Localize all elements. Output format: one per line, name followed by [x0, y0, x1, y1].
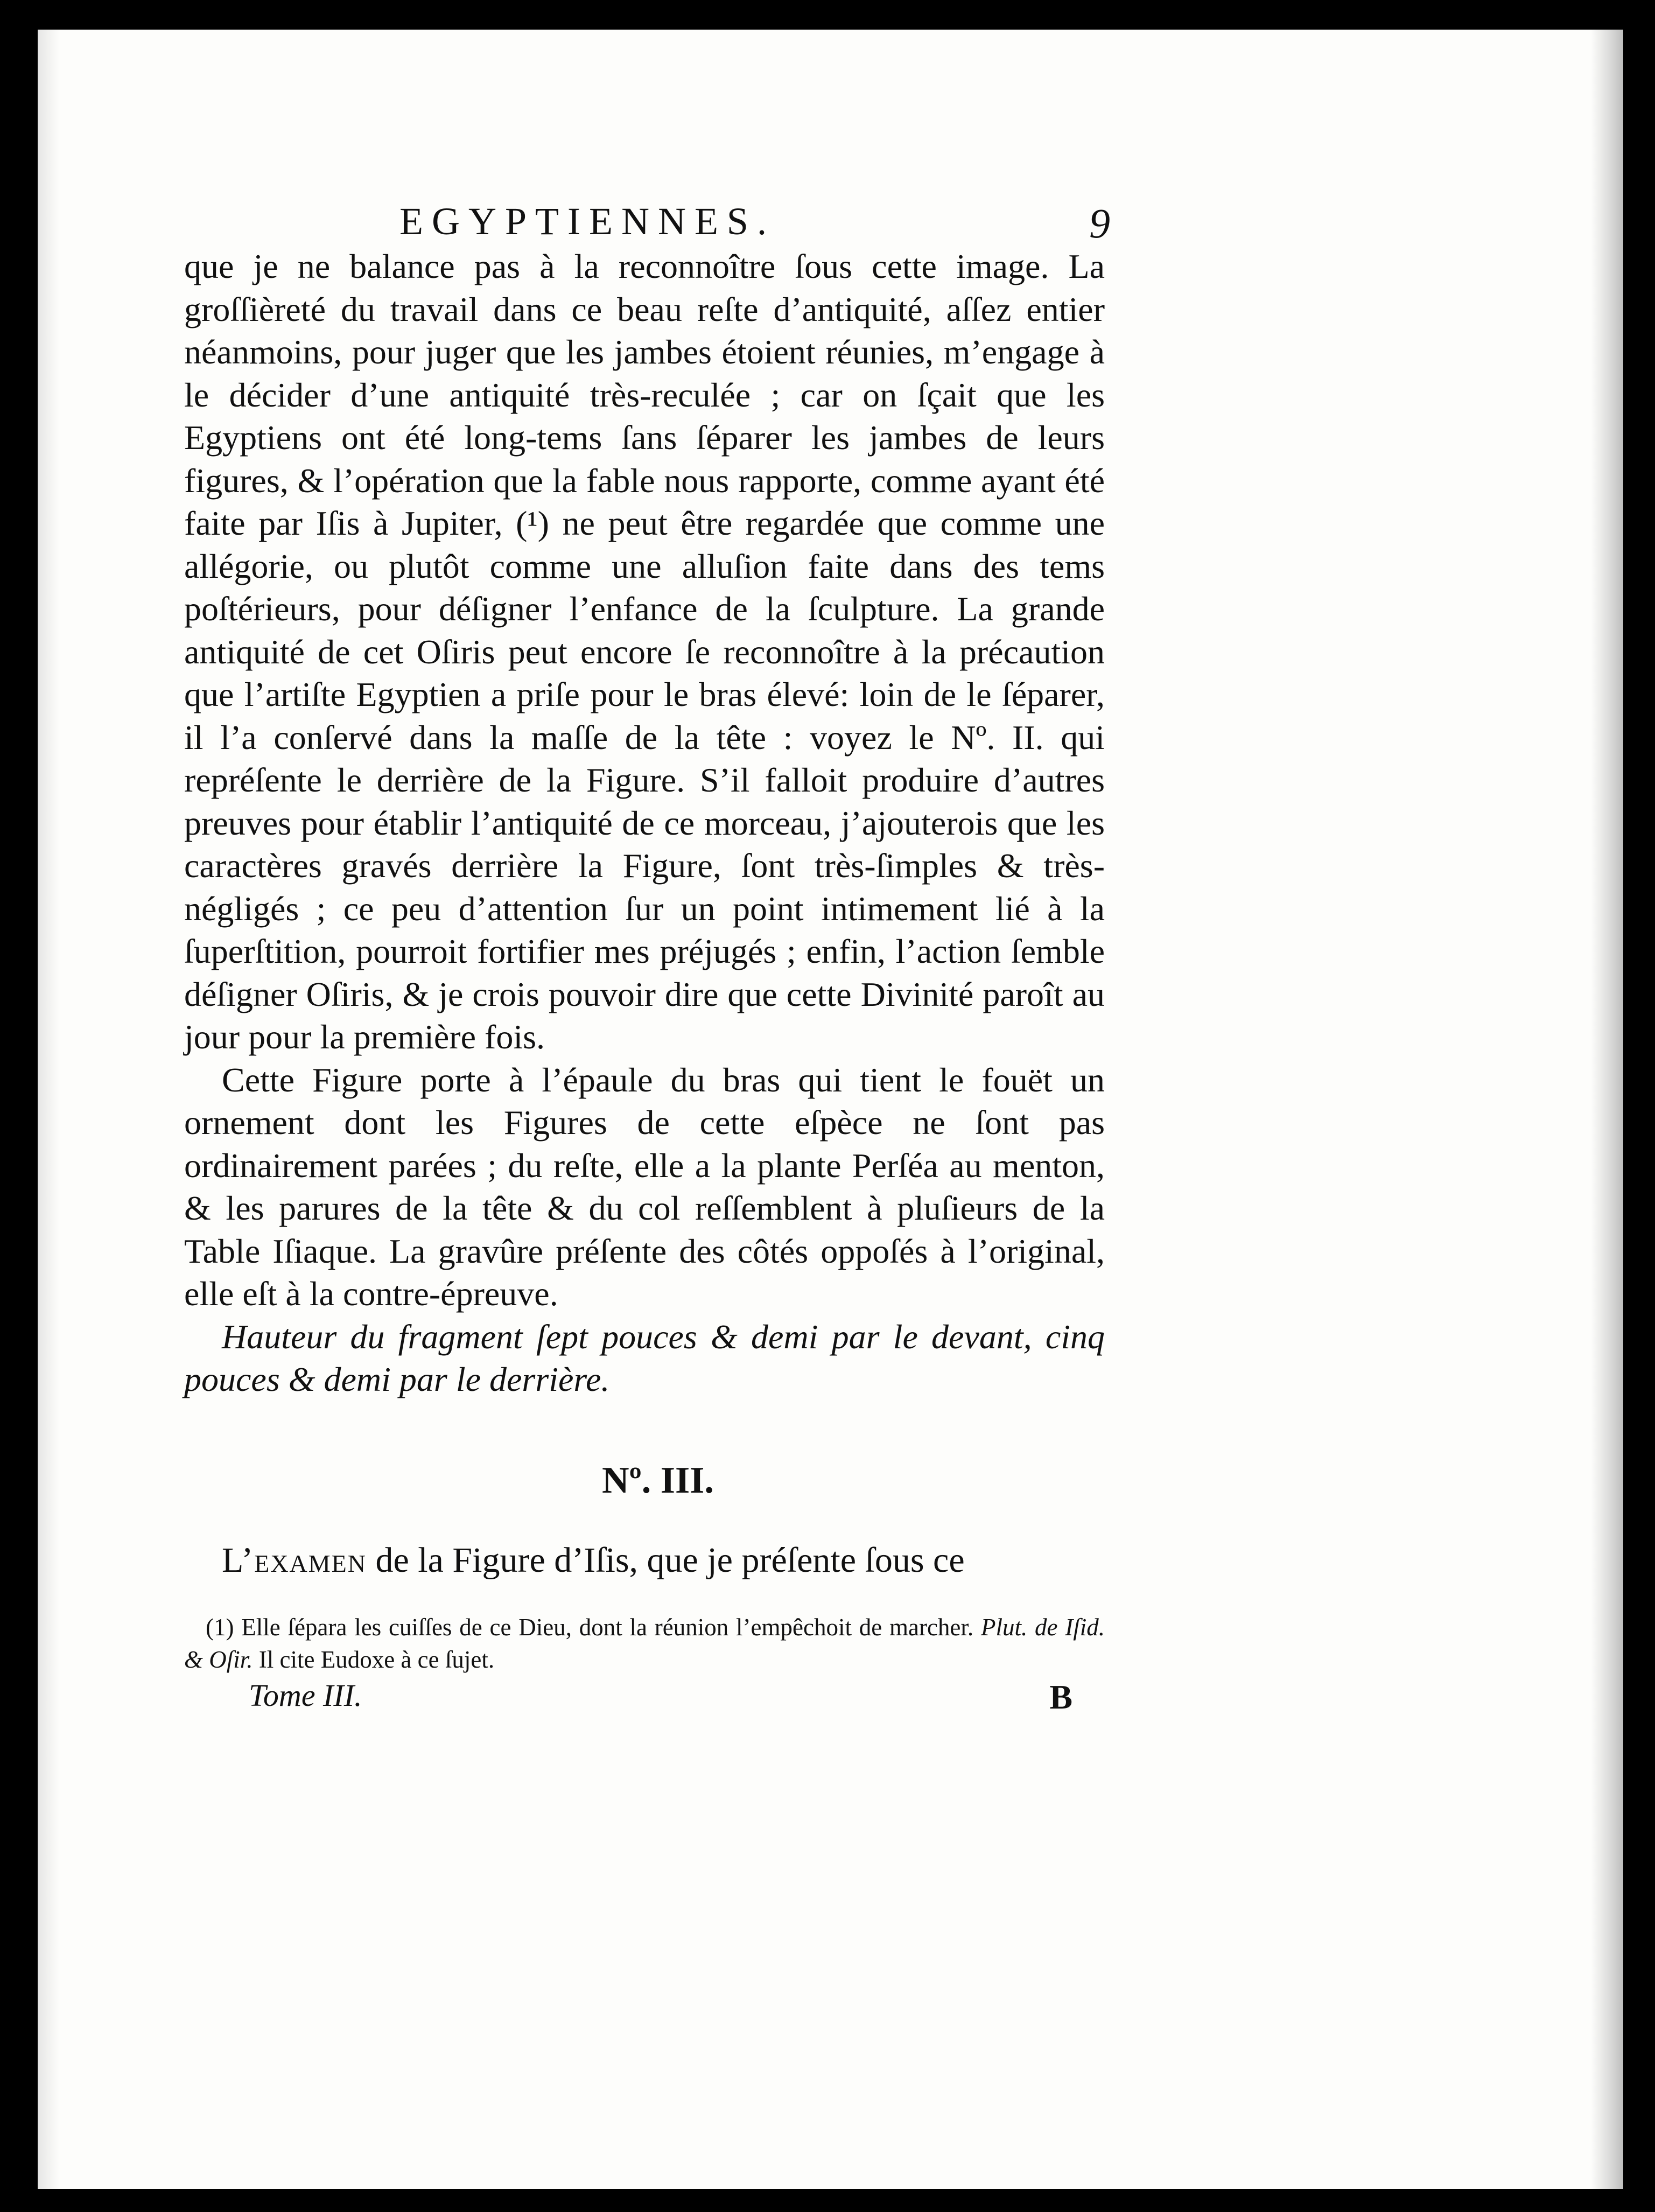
section-opening-smallcaps: L’examen: [222, 1541, 367, 1580]
measurements-note: Hauteur du fragment ſept pouces & demi par le devant, cinq pouces & demi par le derrière.: [184, 1317, 1105, 1398]
volume-label: Tome III.: [249, 1678, 362, 1713]
section-opening-rest: de la Figure d’Iſis, que je préſente ſous ce: [367, 1541, 965, 1580]
page-edge-shadow-right: [1591, 30, 1623, 2189]
footnote-tail: Il cite Eudoxe à ce ſujet.: [253, 1646, 495, 1673]
signature-line: [184, 1677, 1132, 1720]
section-heading: Nº. III.: [602, 1460, 714, 1501]
running-head-title: EGYPTIENNES.: [399, 200, 775, 243]
footnote-citation: Plut. de Iſid. & Oſir.: [184, 1614, 1105, 1673]
body-text: [184, 245, 1105, 1401]
paragraph-1: que je ne balance pas à la reconnoître ſous cette image. La groſſièreté du travail dans ce beau reſte d’antiquité, aſſez entier néanmoins, pour juger que les jambes étoient réunies, m’engage à le décider d’une antiquité très-reculée ; car on ſçait que les Egyptiens ont été long-tems ſans ſéparer les jambes de leurs figures, & l’opération que la fable nous rapporte, comme ayant été faite par Iſis à Jupiter, (¹) ne peut être regardée que comme une allégorie, ou plutôt comme une alluſion faite dans des tems poſtérieurs, pour déſigner l’enfance de la ſculpture. La grande antiquité de cet Oſiris peut encore ſe reconnoître à la précaution que l’artiſte Egyptien a priſe pour le bras élevé: loin de le ſéparer, il l’a conſervé dans la maſſe de la tête : voyez le Nº. II. qui repréſente le derrière de la Figure. S’il falloit produire d’autres preuves pour établir l’antiquité de ce morceau, j’ajouterois que les caractères gravés derrière la Figure, ſont très-ſimples & très-négligés ; ce peu d’attention ſur un point intimement lié à la ſuperſtition, pourroit fortifier mes préjugés ; enfin, l’action ſemble déſigner Oſiris, & je crois pouvoir dire que cette Divinité paroît au jour pour la première fois.: [184, 247, 1105, 1056]
section-opening-line: [184, 1540, 1105, 1581]
signature-mark: B: [1049, 1678, 1072, 1716]
footnote: [184, 1611, 1105, 1676]
page-number: 9: [1089, 200, 1110, 247]
page-edge-shadow-left: [38, 30, 59, 2189]
footnote-text: (1) Elle ſépara les cuiſſes de ce Dieu, dont la réunion l’empêchoit de marcher.: [206, 1614, 981, 1641]
paragraph-2: Cette Figure porte à l’épaule du bras qui tient le fouët un ornement dont les Figures de cette eſpèce ne ſont pas ordinairement parées ; du reſte, elle a la plante Perſéa au menton, & les parures de la tête & du col reſſemblent à pluſieurs de la Table Iſiaque. La gravûre préſente des côtés oppoſés à l’original, elle eſt à la contre-épreuve.: [184, 1060, 1105, 1313]
running-head: [184, 199, 1132, 248]
